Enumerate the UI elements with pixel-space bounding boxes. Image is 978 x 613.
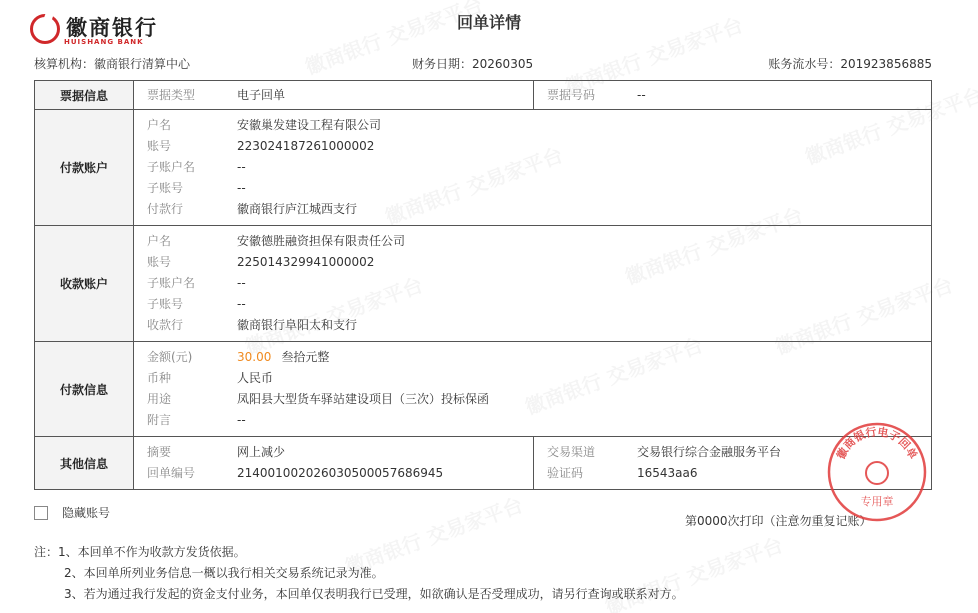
org-label: 核算机构： bbox=[34, 57, 95, 71]
summary-field: 摘要 网上减少 bbox=[147, 444, 286, 459]
bill-number-value: -- bbox=[637, 87, 646, 102]
org-info bbox=[34, 55, 190, 72]
other-label: 其他信息 bbox=[35, 437, 134, 490]
bill-info-row bbox=[35, 81, 932, 110]
page-title: 回单详情 bbox=[456, 13, 521, 32]
amount-value: 30.00 bbox=[237, 349, 272, 364]
payer-field: 子账号 -- bbox=[147, 180, 246, 195]
serial-value: 201923856885 bbox=[840, 57, 932, 71]
date-info bbox=[412, 55, 533, 72]
payment-row bbox=[35, 342, 932, 437]
note-line: 注：1、本回单不作为收款方发货依据。 bbox=[34, 545, 246, 559]
payee-label: 收款账户 bbox=[35, 226, 134, 342]
purpose-field: 用途 凤阳县大型货车驿站建设项目（三次）投标保函 bbox=[147, 391, 490, 406]
payer-label: 付款账户 bbox=[35, 110, 134, 226]
print-note: 第0000次打印（注意勿重复记账） bbox=[685, 514, 872, 528]
svg-text:徽商银行电子回单 bbox=[833, 424, 920, 461]
bank-seal-stamp bbox=[826, 421, 928, 523]
code-field: 验证码 16543aa6 bbox=[547, 465, 698, 480]
currency-field: 币种 人民币 bbox=[147, 370, 274, 385]
receipt-no-field: 回单编号 21400100202603050005768694​5 bbox=[147, 465, 444, 480]
bill-type-value: 电子回单 bbox=[237, 87, 286, 102]
seal-bottom-text: 专用章 bbox=[860, 495, 894, 508]
serial-label: 账务流水号： bbox=[768, 57, 841, 71]
payer-row bbox=[35, 110, 932, 226]
payer-field: 账号 223024187261000002 bbox=[147, 138, 375, 153]
channel-field: 交易渠道 交易银行综合金融服务平台 bbox=[547, 444, 782, 459]
payee-field: 收款行 徽商银行阜阳太和支行 bbox=[147, 317, 358, 332]
org-value: 徽商银行清算中心 bbox=[94, 57, 191, 71]
bank-logo-cn: 徽商银行 bbox=[66, 16, 158, 40]
other-row bbox=[35, 437, 932, 490]
payee-field: 子账户名 -- bbox=[147, 275, 246, 290]
payee-field: 子账号 -- bbox=[147, 296, 246, 311]
payee-row bbox=[35, 226, 932, 342]
note-line: 2、本回单所列业务信息一概以我行相关交易系统记录为准。 bbox=[64, 566, 384, 580]
notes bbox=[34, 542, 684, 605]
bank-logo-en: HUISHANG BANK bbox=[64, 38, 144, 46]
hide-account-toggle[interactable] bbox=[34, 504, 110, 521]
date-value: 20260305 bbox=[472, 57, 534, 71]
note-line: 3、若为通过我行发起的资金支付业务，本回单仅表明我行已受理，如欲确认是否受理成功，请另行查询或联系对方。 bbox=[64, 587, 684, 601]
payee-field: 户名 安徽德胜融资担保有限责任公司 bbox=[147, 233, 406, 248]
bill-number-key: 票据号码 bbox=[547, 87, 596, 102]
receipt-table bbox=[34, 80, 932, 490]
payment-label: 付款信息 bbox=[35, 342, 134, 437]
bill-info-label: 票据信息 bbox=[35, 81, 134, 110]
serial-info bbox=[768, 55, 932, 72]
seal-top-text: 徽商银行电子回单 bbox=[834, 425, 920, 462]
payee-field: 账号 225014329941000002 bbox=[147, 254, 375, 269]
amount-field: 金额(元) 30.00 叁拾元整 bbox=[147, 347, 931, 368]
bill-type-key: 票据类型 bbox=[147, 87, 196, 102]
hide-account-label: 隐藏账号 bbox=[62, 506, 111, 520]
date-label: 财务日期： bbox=[412, 57, 473, 71]
message-field: 附言 -- bbox=[147, 412, 246, 427]
payer-field: 子账户名 -- bbox=[147, 159, 246, 174]
payer-field: 户名 安徽巢发建设工程有限公司 bbox=[147, 117, 382, 132]
payer-field: 付款行 徽商银行庐江城西支行 bbox=[147, 201, 358, 216]
amount-words: 叁拾元整 bbox=[281, 349, 330, 364]
hide-account-checkbox[interactable] bbox=[34, 506, 48, 520]
